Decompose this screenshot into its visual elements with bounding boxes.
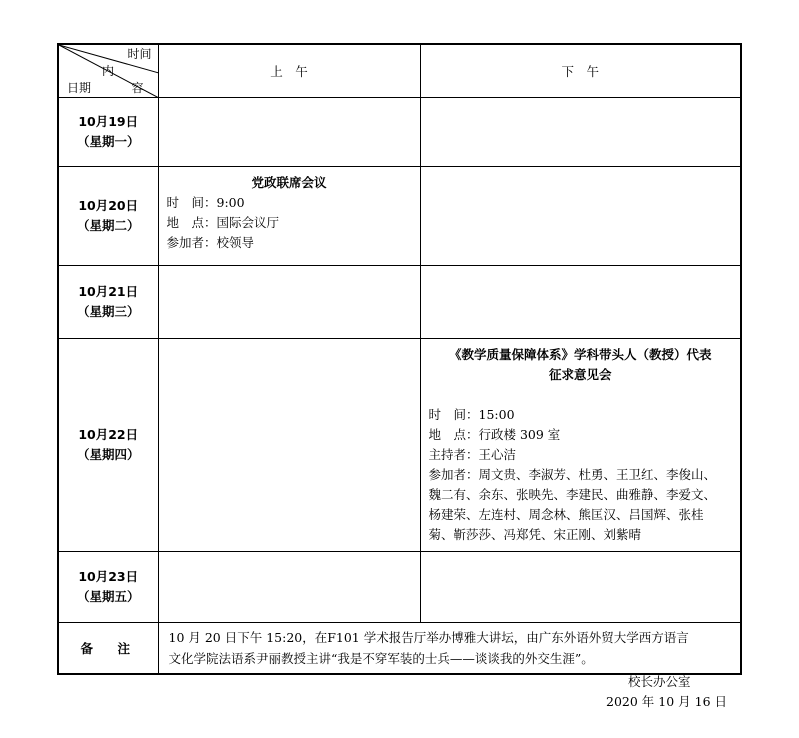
row-tuesday [58, 166, 741, 265]
monday-afternoon-cell [420, 97, 741, 166]
date-cell-monday [58, 97, 158, 166]
monday-morning-cell [158, 97, 420, 166]
event-spacer [429, 385, 733, 405]
event-title-line-1: 《教学质量保障体系》学科带头人（教授）代表 [448, 346, 712, 362]
thursday-afternoon-cell [420, 338, 741, 551]
event-time: 时 间：15:00 [428, 406, 515, 422]
date-cell-thursday [58, 338, 158, 551]
date-label: 10月23日 [78, 568, 139, 584]
row-remarks [58, 622, 741, 674]
wednesday-afternoon-cell [420, 265, 741, 338]
event-place: 地 点：国际会议厅 [166, 214, 280, 230]
remarks-cell [158, 622, 741, 674]
date-label: 10月20日 [78, 197, 139, 213]
date-label: 10月19日 [78, 113, 139, 129]
wednesday-morning-cell [158, 265, 420, 338]
tuesday-afternoon-cell [420, 166, 741, 265]
row-monday [58, 97, 741, 166]
date-cell-tuesday [58, 166, 158, 265]
thursday-morning-cell [158, 338, 420, 551]
weekly-schedule-table [57, 43, 742, 675]
row-thursday [58, 338, 741, 551]
weekday-label: （星期二） [76, 217, 140, 233]
corner-content-label-1: 内 [102, 64, 115, 78]
friday-afternoon-cell [420, 551, 741, 622]
event-place: 地 点：行政楼 309 室 [428, 426, 561, 442]
signature-date: 2020 年 10 月 16 日 [606, 694, 727, 709]
date-label: 10月22日 [78, 426, 139, 442]
remarks-line-2: 文化学院法语系尹丽教授主讲“我是不穿军装的士兵——谈谈我的外交生涯”。 [168, 650, 594, 666]
remarks-label: 备 注 [58, 622, 158, 674]
header-afternoon: 下 午 [420, 44, 741, 97]
event-host: 主持者：王心洁 [428, 446, 517, 462]
event-attendees-line-2: 魏二有、余东、张映先、李建民、曲雅静、李爱文、 [428, 486, 717, 502]
event-attendees-line-4: 菊、靳莎莎、冯郑凭、宋正刚、刘紫晴 [428, 526, 642, 542]
header-morning: 上 午 [158, 44, 420, 97]
weekday-label: （星期四） [76, 446, 140, 462]
friday-morning-cell [158, 551, 420, 622]
event-attendees-line-1: 参加者：周文贵、李淑芳、杜勇、王卫红、李俊山、 [428, 466, 717, 482]
row-friday [58, 551, 741, 622]
event-attendees-line-3: 杨建荣、左连村、周念林、熊匡汉、吕国辉、张桂 [428, 506, 704, 522]
header-corner-cell [58, 44, 158, 97]
weekday-label: （星期三） [76, 303, 140, 319]
remarks-line-1: 10 月 20 日下午 15:20，在F101 学术报告厅举办博雅大讲坛，由广东外语外贸大学西方语言 [168, 629, 689, 645]
header-row [58, 44, 741, 97]
event-title-line-2: 征求意见会 [548, 366, 612, 382]
corner-time-label: 时间 [127, 47, 152, 61]
corner-content-label-2: 容 [131, 81, 144, 95]
date-cell-wednesday [58, 265, 158, 338]
weekday-label: （星期一） [76, 133, 140, 149]
tuesday-morning-cell [158, 166, 420, 265]
weekday-label: （星期五） [76, 588, 140, 604]
date-label: 10月21日 [78, 283, 139, 299]
event-time: 时 间：9:00 [166, 194, 245, 210]
event-attendees: 参加者：校领导 [166, 234, 255, 250]
event-title: 党政联席会议 [251, 174, 327, 190]
corner-date-label: 日期 [67, 81, 92, 95]
date-cell-friday [58, 551, 158, 622]
signature-office: 校长办公室 [628, 674, 691, 689]
row-wednesday [58, 265, 741, 338]
